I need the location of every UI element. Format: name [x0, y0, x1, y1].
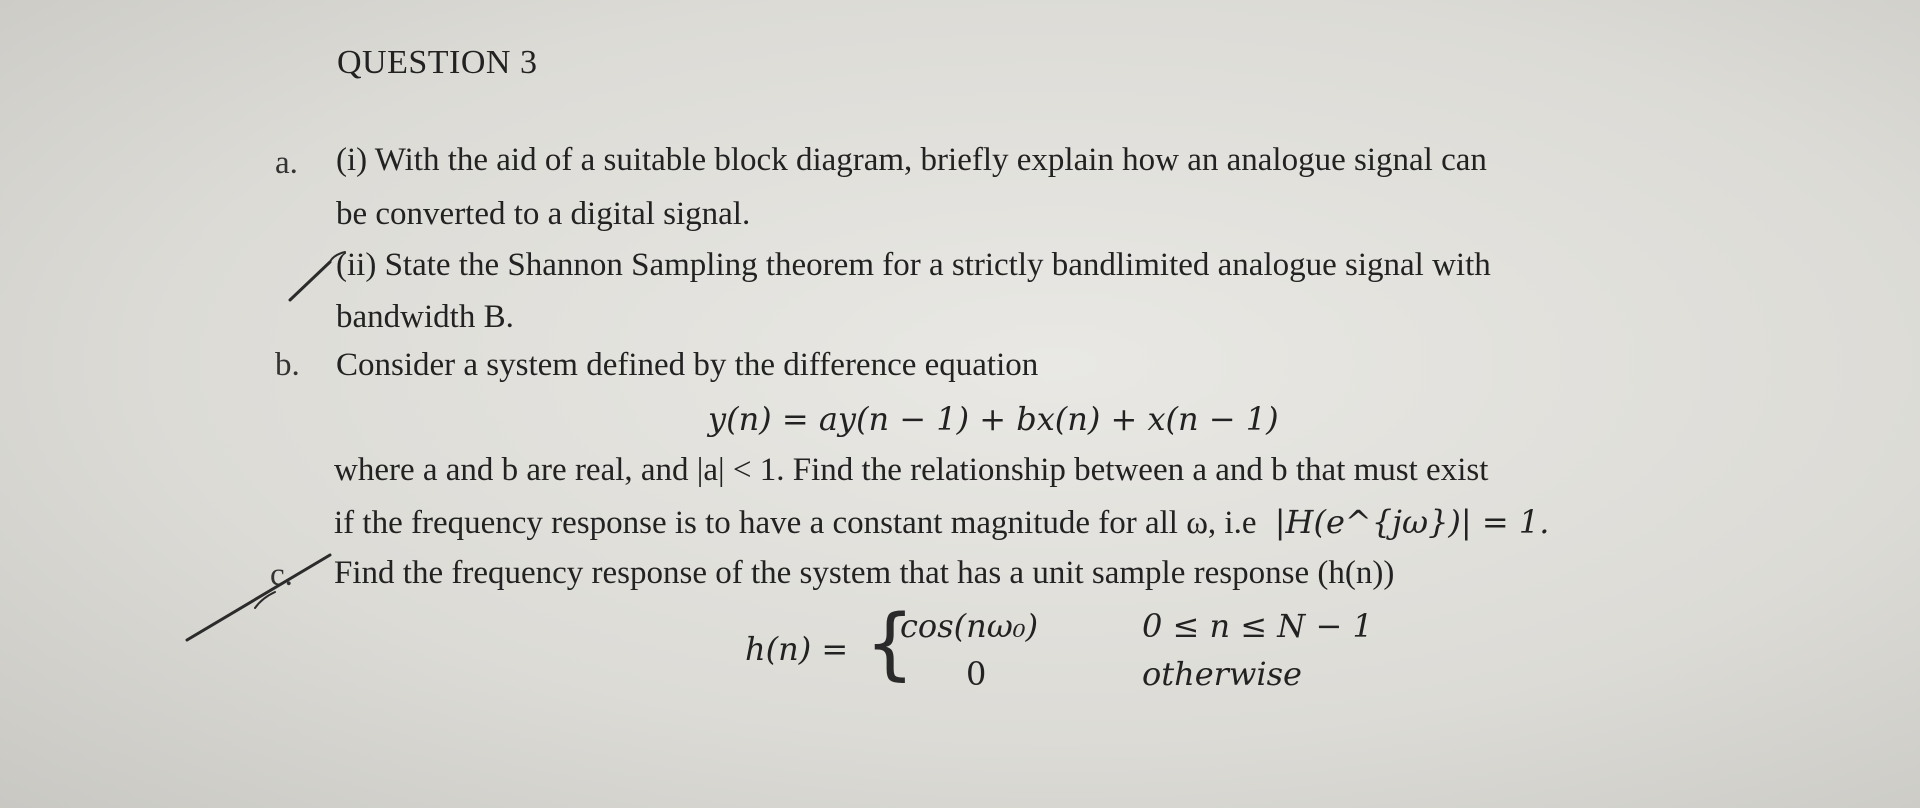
- part-a-label: a.: [275, 145, 298, 181]
- part-b-label: b.: [275, 347, 300, 383]
- question-title: QUESTION 3: [337, 44, 538, 81]
- difference-equation: y(n) = ay(n − 1) + bx(n) + x(n − 1): [708, 400, 1279, 438]
- part-b-line-3-text: if the frequency response is to have a constant magnitude for all ω, i.e: [334, 505, 1257, 541]
- piecewise-case-2-condition: otherwise: [1142, 655, 1302, 693]
- piecewise-case-1-value: cos(nω₀): [900, 607, 1039, 645]
- part-a-line-4: bandwidth B.: [336, 299, 514, 335]
- piecewise-lhs: h(n) =: [745, 630, 849, 668]
- part-b-line-2: where a and b are real, and |a| < 1. Find the relationship between a and b that must exist: [334, 452, 1489, 488]
- frequency-response-condition: |H(e^{jω})| = 1.: [1274, 503, 1550, 541]
- part-b-line-3: [334, 503, 1549, 542]
- piecewise-brace: {: [865, 599, 915, 689]
- part-a-line-1: (i) With the aid of a suitable block diagram, briefly explain how an analogue signal can: [336, 142, 1487, 178]
- part-a-line-3: (ii) State the Shannon Sampling theorem for a strictly bandlimited analogue signal with: [336, 247, 1491, 283]
- piecewise-case-1-condition: 0 ≤ n ≤ N − 1: [1142, 607, 1373, 645]
- part-c-label: c.: [270, 557, 293, 593]
- pen-tick-part-c-hook: [255, 592, 275, 608]
- part-c-line-1: Find the frequency response of the system that has a unit sample response (h(n)): [334, 555, 1395, 591]
- pen-tick-part-a: [290, 262, 330, 300]
- piecewise-case-2-value: 0: [966, 655, 987, 693]
- part-a-line-2: be converted to a digital signal.: [336, 196, 751, 232]
- pen-tick-part-c: [187, 555, 330, 640]
- part-b-line-1: Consider a system defined by the difference equation: [336, 347, 1039, 383]
